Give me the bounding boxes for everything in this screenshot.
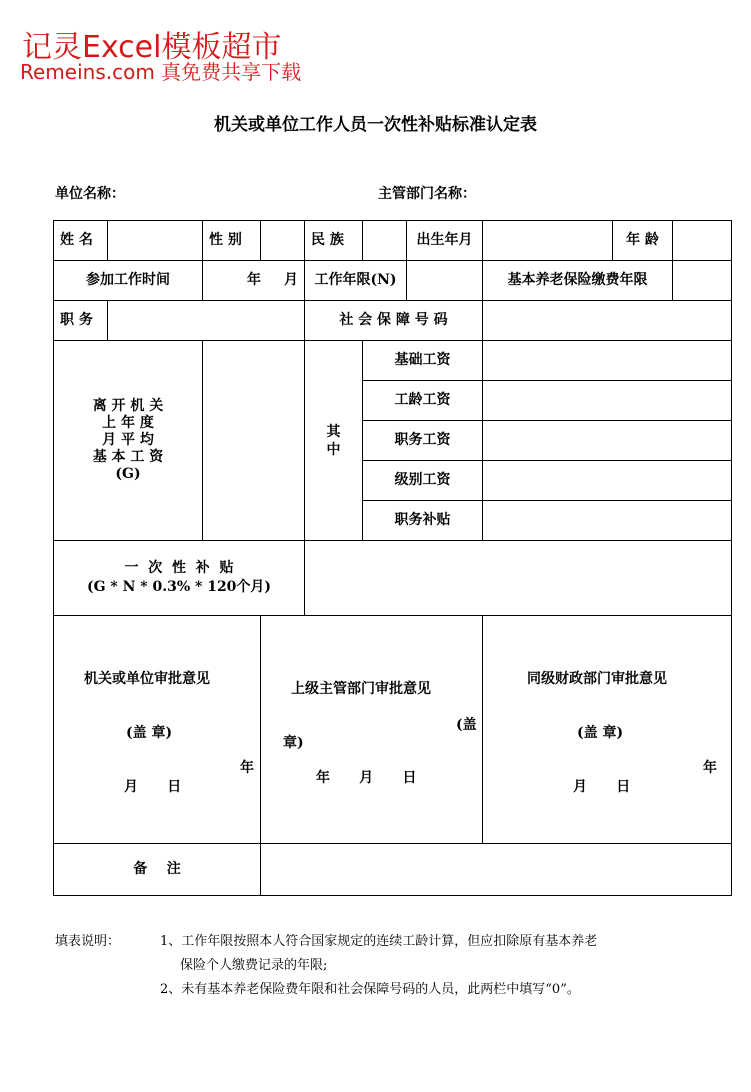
name-field[interactable] xyxy=(108,221,202,260)
watermark-subtitle: Remeins.com 真免费共享下载 xyxy=(20,60,302,84)
birth-date-label: 出生年月 xyxy=(416,232,473,249)
remark-label: 备 注 xyxy=(133,861,181,878)
note-item-1: 1、工作年限按照本人符合国家规定的连续工龄计算，但应扣除原有基本养老 xyxy=(160,934,598,949)
ethnicity-label: 民 族 xyxy=(311,232,344,249)
watermark-title: 记灵Excel模板超市 xyxy=(22,30,282,65)
finance-approval-title: 同级财政部门审批意见 xyxy=(527,671,667,687)
age-field[interactable] xyxy=(673,221,731,260)
ethnicity-field[interactable] xyxy=(363,221,406,260)
approval-finance-box[interactable] xyxy=(483,616,731,843)
social-security-label: 社 会 保 障 号 码 xyxy=(339,312,448,329)
year-unit: 年 xyxy=(247,272,261,289)
finance-month-day: 月 日 xyxy=(573,779,631,795)
unit-approval-title: 机关或单位审批意见 xyxy=(84,671,210,687)
month-unit: 月 xyxy=(284,272,298,289)
work-start-label: 参加工作时间 xyxy=(86,272,170,289)
duty-salary-label: 职务工资 xyxy=(394,432,451,449)
avg-basic-salary-field[interactable] xyxy=(203,341,304,540)
remark-field[interactable] xyxy=(261,844,731,895)
duty-salary-field[interactable] xyxy=(483,421,731,460)
finance-seal: (盖 章) xyxy=(577,725,624,741)
position-field[interactable] xyxy=(108,301,304,340)
basic-salary-label: 基础工资 xyxy=(394,352,451,369)
superior-seal-b: 章) xyxy=(283,735,304,751)
seniority-salary-field[interactable] xyxy=(483,381,731,420)
note-item-1-cont: 保险个人缴费记录的年限; xyxy=(180,958,328,973)
finance-year: 年 xyxy=(703,760,717,776)
pension-years-label: 基本养老保险缴费年限 xyxy=(507,272,648,289)
avg-basic-salary-label: 离 开 机 关 上 年 度 月 平 均 基 本 工 资 (G) xyxy=(92,398,164,482)
pension-years-field[interactable] xyxy=(673,261,731,300)
unit-name-label: 单位名称： xyxy=(55,186,125,202)
years-worked-label: 工作年限(N) xyxy=(314,272,397,289)
superior-date: 年 月 日 xyxy=(316,770,417,786)
work-start-field[interactable] xyxy=(203,261,304,300)
form-title: 机关或单位工作人员一次性补贴标准认定表 xyxy=(214,115,537,135)
dept-name-label: 主管部门名称： xyxy=(378,186,476,202)
superior-seal-a: (盖 xyxy=(456,717,477,733)
of-which-label: 其 中 xyxy=(326,423,341,458)
one-time-subsidy-label: 一 次 性 补 贴 (G * N * 0.3% * 120个月) xyxy=(86,560,272,595)
gender-label: 性 别 xyxy=(209,232,242,249)
gender-field[interactable] xyxy=(261,221,304,260)
duty-allowance-field[interactable] xyxy=(483,501,731,540)
birth-date-field[interactable] xyxy=(483,221,612,260)
basic-salary-field[interactable] xyxy=(483,341,731,380)
unit-year: 年 xyxy=(240,760,254,776)
approval-unit-box[interactable] xyxy=(54,616,260,843)
note-item-2: 2、未有基本养老保险费年限和社会保障号码的人员，此两栏中填写“0”。 xyxy=(160,982,580,997)
seniority-salary-label: 工龄工资 xyxy=(394,392,451,409)
age-label: 年 龄 xyxy=(626,232,659,249)
superior-approval-title: 上级主管部门审批意见 xyxy=(291,681,431,697)
approval-superior-box[interactable] xyxy=(261,616,482,843)
years-worked-field[interactable] xyxy=(407,261,482,300)
social-security-field[interactable] xyxy=(483,301,731,340)
name-label: 姓 名 xyxy=(60,232,93,249)
one-time-subsidy-field[interactable] xyxy=(305,541,731,615)
unit-month-day: 月 日 xyxy=(124,779,182,795)
position-label: 职 务 xyxy=(60,312,93,329)
grade-salary-field[interactable] xyxy=(483,461,731,500)
grade-salary-label: 级别工资 xyxy=(394,472,451,489)
duty-allowance-label: 职务补贴 xyxy=(394,512,451,529)
notes-label: 填表说明： xyxy=(55,934,121,949)
unit-seal: (盖 章) xyxy=(126,725,173,741)
